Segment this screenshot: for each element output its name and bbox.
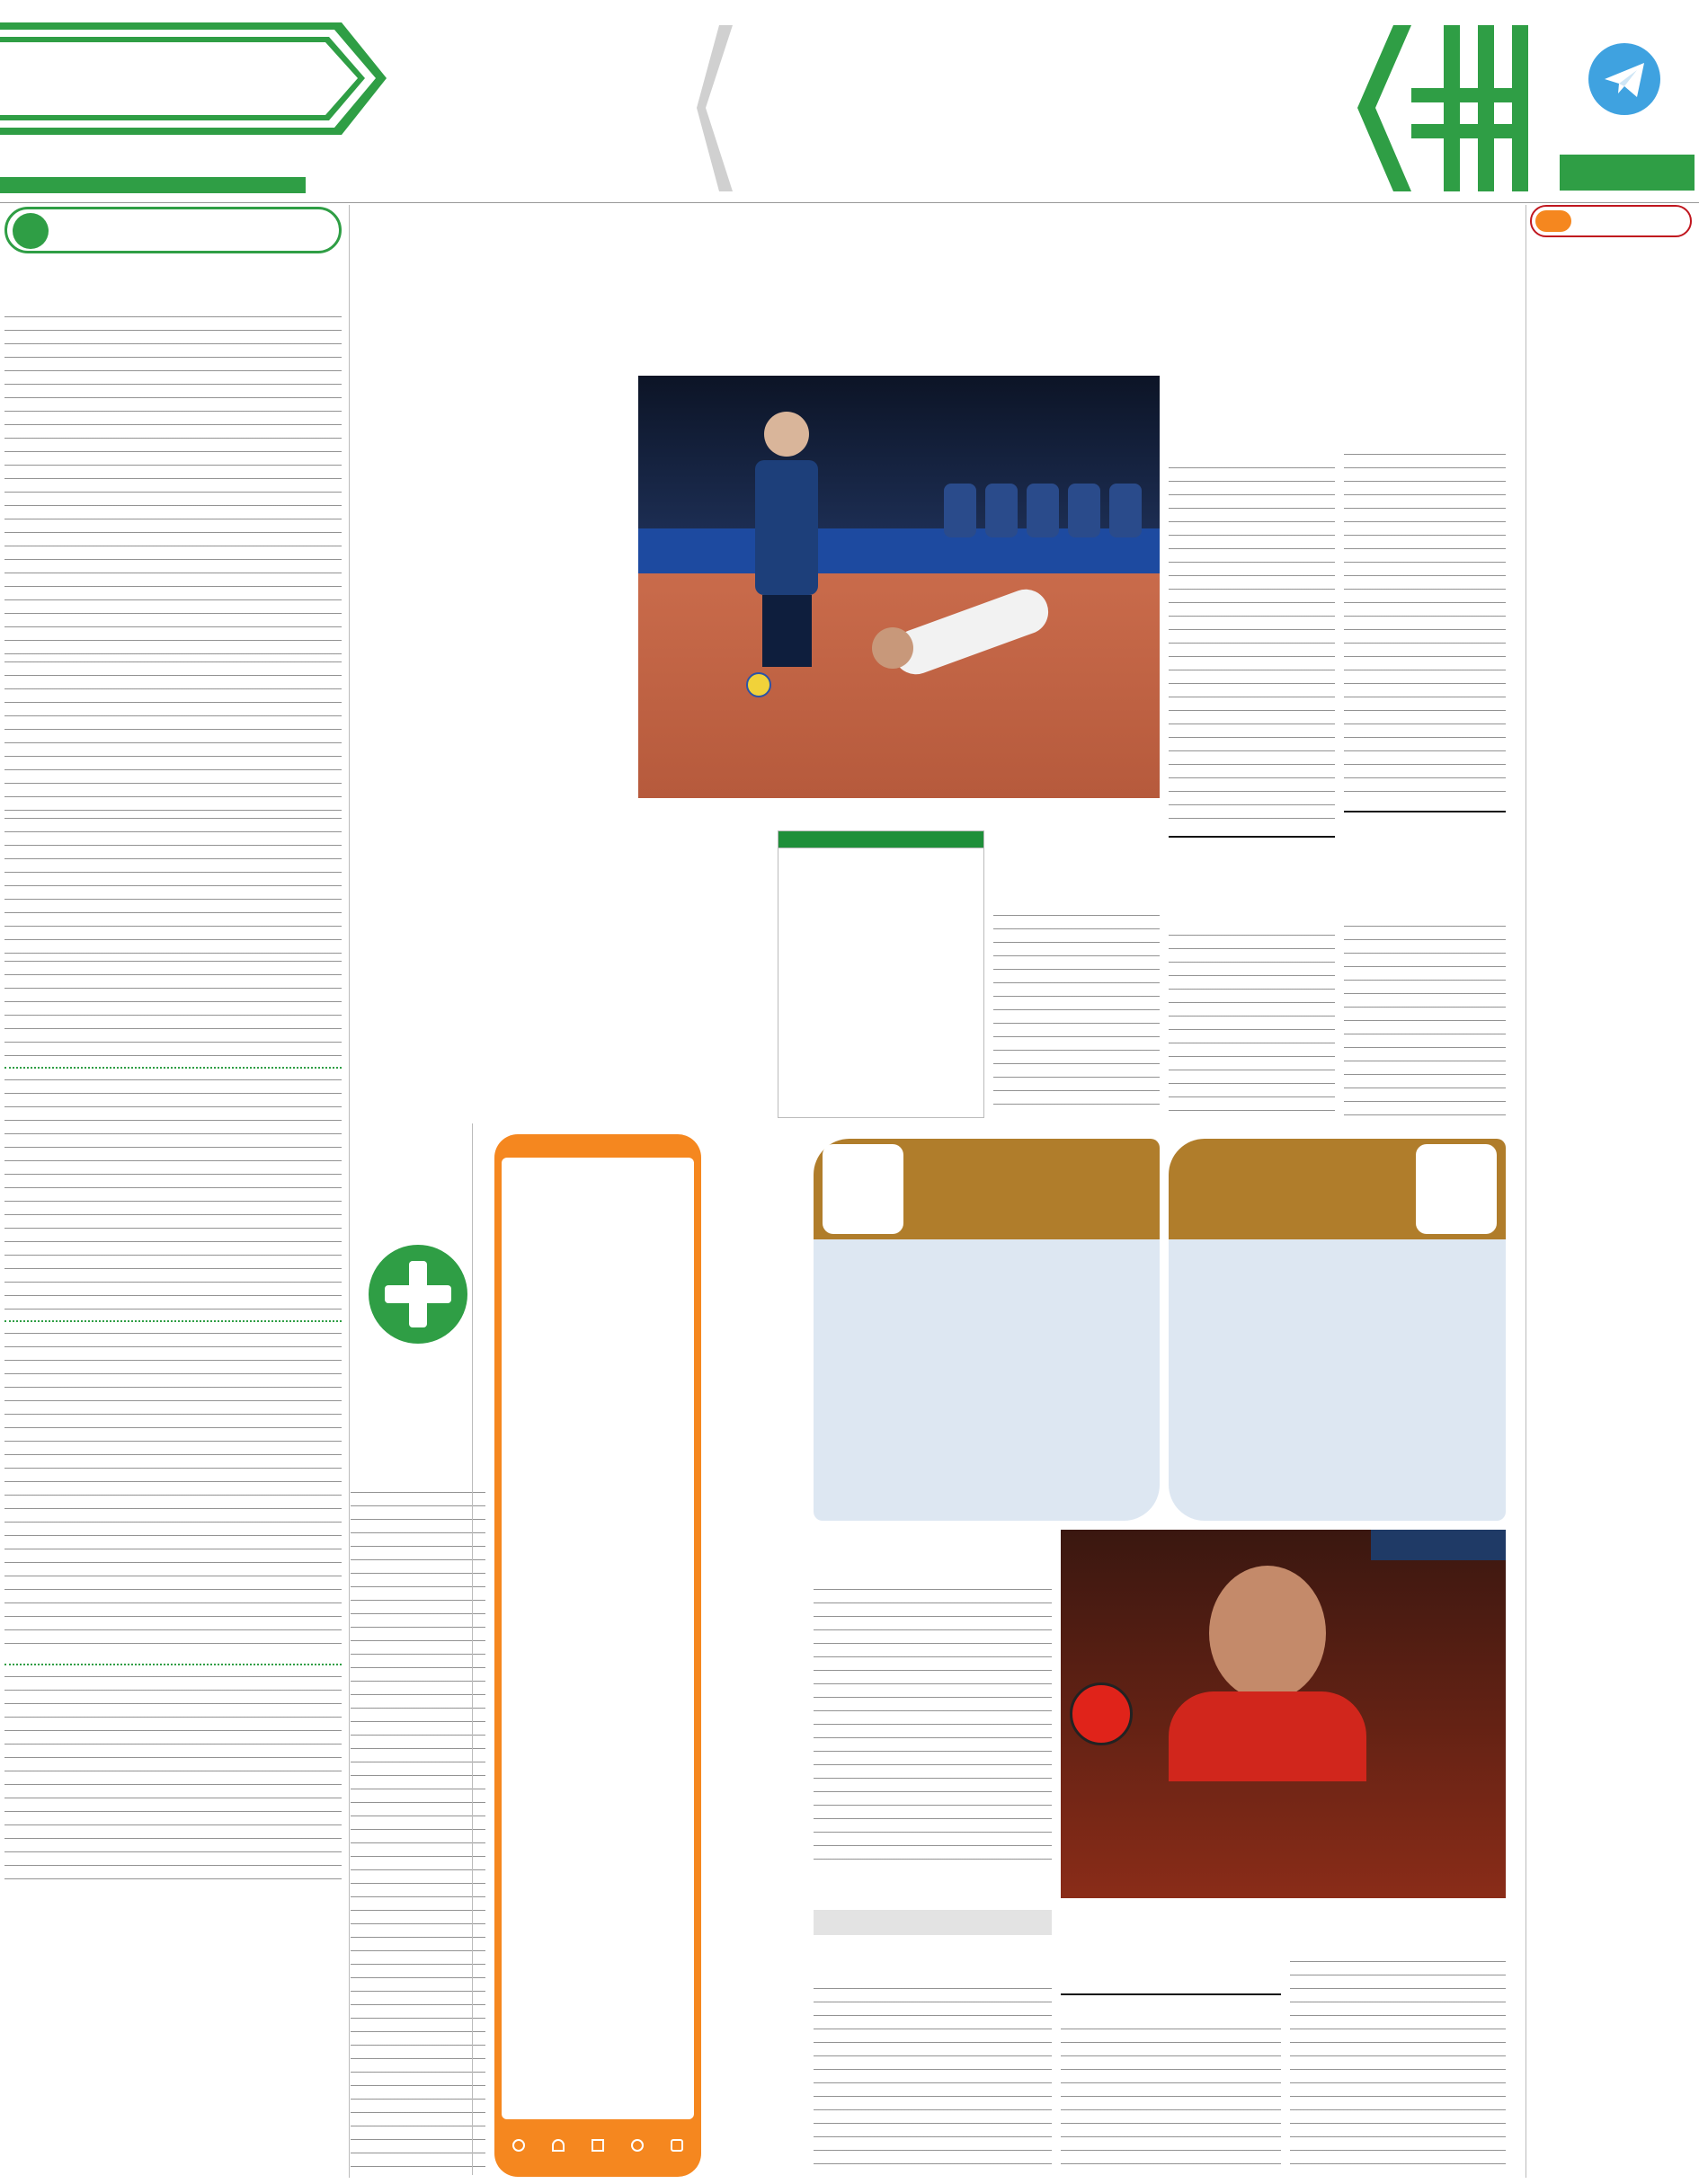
instagram-panel[interactable] <box>494 1134 701 2177</box>
card-b-body-box <box>1169 1239 1506 1521</box>
goal-logo <box>0 22 387 135</box>
subheading-mosamam <box>814 1910 1052 1935</box>
right-sidebar <box>1530 205 1692 2178</box>
chevron-decoration <box>1357 25 1411 191</box>
volleyball-photo[interactable] <box>638 376 1160 798</box>
instagram-side <box>351 1137 485 2175</box>
gray-chevron-decoration <box>697 25 733 191</box>
website-bar[interactable] <box>0 177 306 193</box>
left-story-2-title <box>4 1067 342 1074</box>
left-story-1-body <box>4 262 342 316</box>
masthead <box>0 0 1699 200</box>
coach-figure <box>755 412 818 663</box>
add-icon[interactable] <box>592 2139 604 2152</box>
card-a-header <box>814 1139 1160 1239</box>
bench-row <box>872 484 1142 546</box>
logo-block[interactable] <box>0 13 387 193</box>
schedule-header <box>778 831 983 848</box>
instagram-side-text <box>351 1416 485 1487</box>
left-story-3-title <box>4 1320 342 1327</box>
card-b-letter <box>1416 1144 1497 1234</box>
telegram-ad[interactable] <box>1533 20 1695 195</box>
schedule-table <box>778 830 984 1118</box>
card-a-body-box <box>814 1239 1160 1521</box>
green-stripe-graphic <box>1411 25 1528 191</box>
left-column <box>4 207 342 2180</box>
speaker-icon <box>1535 210 1571 232</box>
player-figure <box>854 573 1088 681</box>
paddle-icon <box>1070 1682 1133 1745</box>
card-b[interactable] <box>1169 1139 1506 1521</box>
card-b-header <box>1169 1139 1506 1239</box>
search-icon[interactable] <box>631 2139 644 2152</box>
left-header[interactable] <box>4 207 342 253</box>
plus-icon <box>369 1245 467 1344</box>
gap-photo[interactable] <box>1061 1530 1506 1898</box>
home-icon[interactable] <box>671 2139 683 2152</box>
subheading-pasokh <box>1061 1993 1281 2017</box>
instagram-nav-bar <box>512 2139 683 2157</box>
subheading-jolotar <box>1344 811 1506 834</box>
player-portrait <box>1169 1566 1366 1781</box>
left-story-4-title <box>4 1664 342 1671</box>
telegram-banner <box>1560 155 1695 191</box>
telegram-icon <box>1588 43 1660 115</box>
top-teaser[interactable] <box>733 20 1353 191</box>
subheading-karimi <box>1169 836 1335 859</box>
profile-icon[interactable] <box>512 2139 525 2152</box>
gap-label <box>1371 1530 1506 1560</box>
document-icon <box>13 213 49 249</box>
ball-icon <box>746 672 771 697</box>
card-a-letter <box>823 1144 903 1234</box>
heart-icon[interactable] <box>552 2139 565 2152</box>
instagram-screen <box>502 1158 694 2119</box>
card-a[interactable] <box>814 1139 1160 1521</box>
sidebar-header[interactable] <box>1530 205 1692 237</box>
